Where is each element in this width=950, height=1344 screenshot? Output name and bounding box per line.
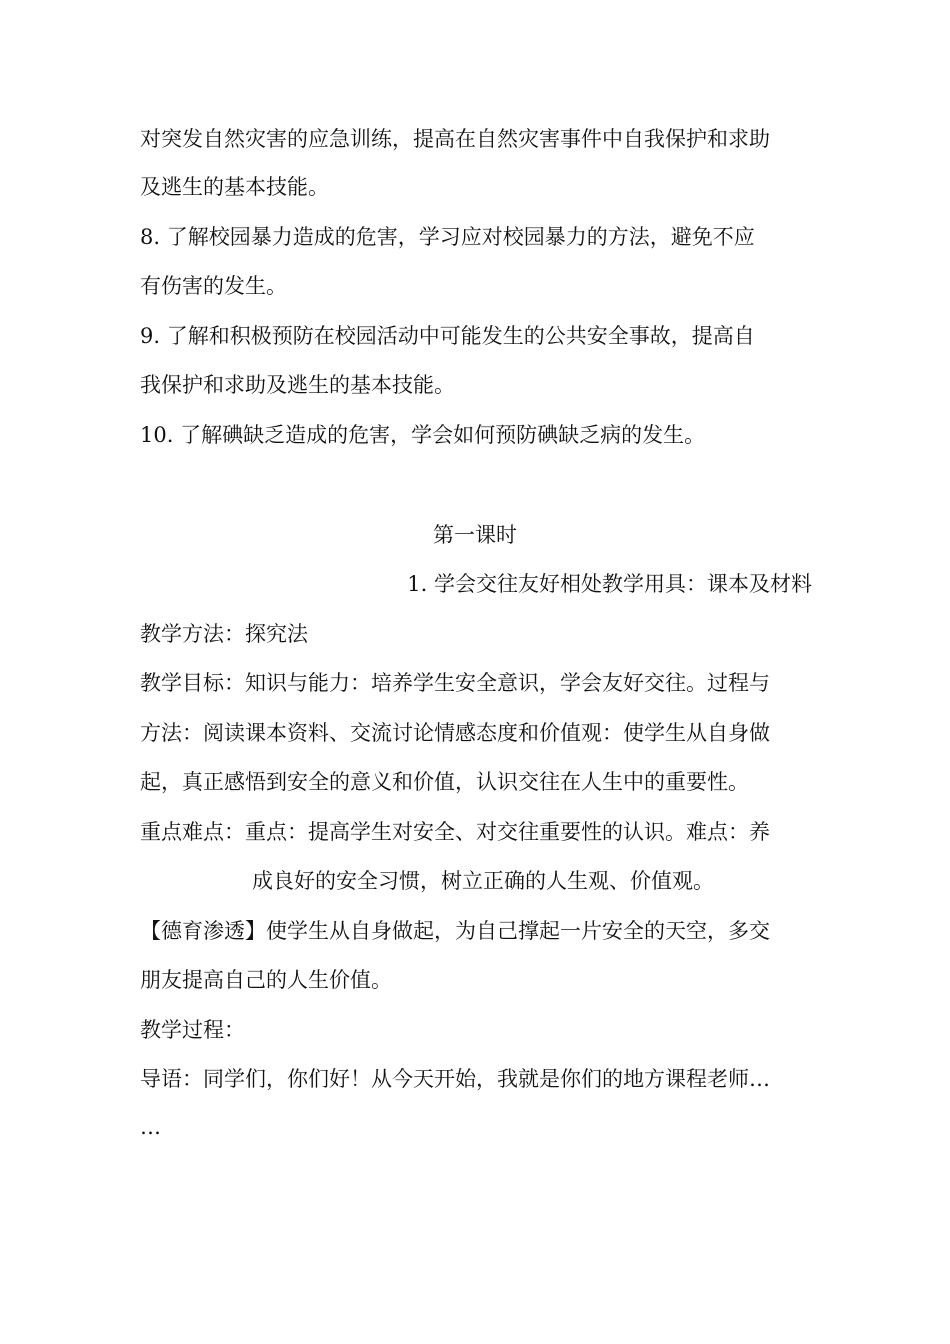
paragraph-line: 有伤害的发生。: [140, 274, 287, 298]
moral-education: 【德育渗透】使学生从自身做起，为自己撑起一片安全的天空，多交: [140, 919, 770, 943]
paragraph-line: 方法：阅读课本资料、交流讨论情感态度和价值观：使学生从自身做: [140, 721, 770, 745]
paragraph-line: …: [140, 1115, 161, 1139]
key-points: 重点难点：重点：提高学生对安全、对交往重要性的认识。难点：养: [140, 820, 770, 844]
teaching-method: 教学方法：探究法: [140, 622, 308, 646]
paragraph-line: 起，真正感悟到安全的意义和价值，认识交往在人生中的重要性。: [140, 770, 749, 794]
teaching-process-heading: 教学过程：: [140, 1018, 245, 1042]
section-heading: 第一课时: [433, 523, 517, 547]
paragraph-line: 我保护和求助及逃生的基本技能。: [140, 373, 455, 397]
lesson-title: 1. 学会交往友好相处教学用具：课本及材料: [407, 572, 812, 596]
introduction: 导语：同学们，你们好！从今天开始，我就是你们的地方课程老师…: [140, 1067, 770, 1091]
teaching-goals: 教学目标：知识与能力：培养学生安全意识，学会友好交往。过程与: [140, 671, 770, 695]
paragraph-line: 对突发自然灾害的应急训练，提高在自然灾害事件中自我保护和求助: [140, 127, 770, 151]
list-item-10: 10. 了解碘缺乏造成的危害，学会如何预防碘缺乏病的发生。: [140, 423, 706, 447]
paragraph-line: 成良好的安全习惯，树立正确的人生观、价值观。: [252, 869, 714, 893]
list-item-8: 8. 了解校园暴力造成的危害，学习应对校园暴力的方法，避免不应: [140, 225, 755, 249]
paragraph-line: 朋友提高自己的人生价值。: [140, 968, 392, 992]
list-item-9: 9. 了解和积极预防在校园活动中可能发生的公共安全事故，提高自: [140, 324, 755, 348]
paragraph-line: 及逃生的基本技能。: [140, 175, 329, 199]
